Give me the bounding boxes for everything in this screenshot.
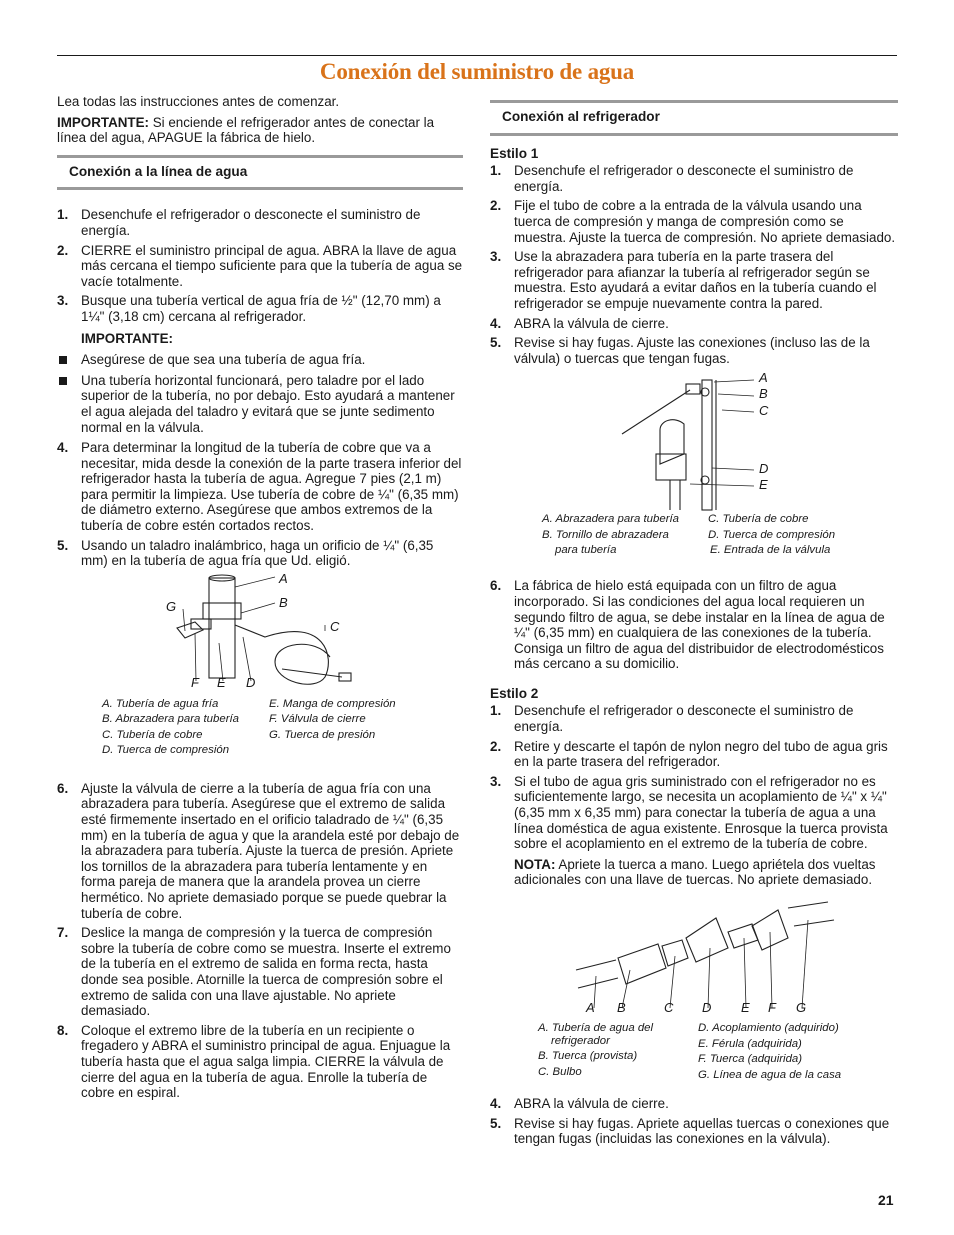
step-item	[57, 243, 463, 290]
step-text: CIERRE el suministro principal de agua. ABRA la llave de agua más cercana el tiempo suficiente para que la tubería de agua se vacíe totalmente.	[81, 242, 463, 289]
step-number: 5.	[490, 1115, 502, 1131]
figure3-label-c: C	[664, 1000, 674, 1015]
legend-item: D. Tuerca de compresión	[102, 744, 230, 757]
step-number: 6.	[57, 780, 69, 796]
intro-text: Lea todas las instrucciones antes de comenzar.	[57, 94, 340, 109]
figure1-label-f: F	[191, 674, 199, 690]
figure3-label-d: D	[702, 1000, 712, 1015]
legend-item: C. Tubería de cobre	[102, 728, 203, 741]
legend-item: A. Abrazadera para tubería	[542, 513, 679, 526]
style2-steps-end	[490, 1096, 898, 1147]
step-text: Fije el tubo de cobre a la entrada de la válvula usando una tuerca de compresión y manga de compresión como se muestra. Ajuste la tuerca de compresión. No apriete demasiado.	[514, 198, 896, 245]
step-text: ABRA la válvula de cierre.	[514, 1096, 669, 1111]
step-text: Busque una tubería vertical de agua fría de ½" (12,70 mm) a 1¼" (3,18 cm) cercana al refrigerador.	[81, 293, 441, 324]
step-number: 5.	[57, 537, 69, 553]
step-item	[490, 1096, 898, 1112]
legend-item: D. Tuerca de compresión	[708, 528, 836, 541]
figure1-legend-left	[102, 697, 267, 759]
step-item	[490, 739, 898, 770]
figure2-label-c: C	[759, 403, 769, 419]
bullet-item	[57, 373, 463, 435]
figure2-legend-right	[708, 512, 878, 559]
bullet-list	[57, 352, 463, 435]
figure-coupling	[490, 892, 898, 1092]
figure1-label-b: B	[279, 594, 288, 610]
step-text: Si el tubo de agua gris suministrado con el refrigerador no es suficientemente largo, se necesita un acoplamiento de ¼" x ¼" (6,35 mm x 6,35 mm) para conectar la tubería de agua a una línea doméstica de agua existente. Enrosque la tuerca provista sobre el acoplamiento en el extremo de la tubería de cobre.	[514, 773, 888, 852]
note-label: NOTA:	[514, 856, 556, 872]
legend-item: G. Línea de agua de la casa	[698, 1068, 842, 1081]
step-number: 7.	[57, 925, 69, 941]
figure2-label-a: A	[759, 370, 768, 386]
step-text: Desenchufe el refrigerador o desconecte el suministro de energía.	[514, 703, 854, 735]
step-number: 2.	[57, 242, 69, 258]
step-text: Usando un taladro inalámbrico, haga un orificio de ¼" (6,35 mm) en la tubería de agua fría que Ud. eligió.	[81, 537, 434, 569]
step-text: Coloque el extremo libre de la tubería en un recipiente o fregadero y ABRA el suministro principal de agua. Enjuague la tubería hasta que el agua salga limpia. CIERRE la válvula de cierre del agua en la tubería de agua. Enrolle la tubería de cobre en espiral.	[81, 1022, 451, 1101]
figure1-label-d: D	[246, 674, 256, 690]
step-item	[57, 440, 463, 534]
step-item	[490, 774, 898, 888]
step-number: 3.	[490, 773, 502, 789]
legend-item: C. Tubería de cobre	[708, 513, 809, 526]
step-item	[57, 781, 463, 921]
step-number: 2.	[490, 738, 502, 754]
step-text: Revise si hay fugas. Apriete aquellas tuercas o conexiones que tengan fugas (incluidas las conexiones en la válvula).	[514, 1115, 890, 1147]
steps-list-c	[57, 781, 463, 1101]
step-item	[57, 538, 463, 569]
step-text: Desenchufe el refrigerador o desconecte el suministro de energía.	[81, 207, 421, 238]
figure-valve-inlet	[490, 370, 898, 570]
step-item	[490, 703, 898, 734]
style1-heading: Estilo 1	[490, 145, 539, 161]
style1-step6	[490, 578, 898, 672]
step-number: 8.	[57, 1022, 69, 1038]
step-item	[490, 316, 898, 332]
steps-list-a	[57, 207, 463, 568]
figure2-legend-left	[542, 512, 707, 559]
step-item	[490, 578, 898, 672]
figure3-label-e: E	[741, 1000, 750, 1015]
figure1-label-g: G	[166, 598, 177, 614]
bullet-text: Asegúrese de que sea una tubería de agua fría.	[81, 352, 366, 368]
legend-item: para tubería	[555, 544, 617, 557]
figure3-legend-left	[538, 1021, 698, 1080]
step-number: 6.	[490, 578, 502, 594]
step-number: 4.	[57, 440, 69, 456]
legend-item: F. Válvula de cierre	[269, 713, 366, 726]
legend-item: A. Tubería de agua del	[538, 1022, 654, 1034]
intro-block	[57, 94, 463, 146]
legend-item: B. Tuerca (provista)	[538, 1050, 638, 1062]
coupling-illustration	[490, 892, 898, 1010]
figure1-label-a: A	[279, 570, 288, 586]
figure3-label-g: G	[796, 1000, 807, 1015]
step-number: 1.	[490, 703, 502, 719]
legend-item: G. Tuerca de presión	[269, 728, 376, 741]
note	[514, 857, 898, 888]
legend-item: D. Acoplamiento (adquirido)	[698, 1022, 839, 1034]
figure1-label-e: E	[217, 674, 226, 690]
step-text: ABRA la válvula de cierre.	[514, 315, 669, 331]
figure3-label-f: F	[768, 1000, 776, 1015]
legend-item: B. Tornillo de abrazadera	[542, 528, 669, 541]
style2-steps	[490, 703, 898, 888]
step-item	[490, 335, 898, 366]
section-heading-refrigerator: Conexión al refrigerador	[490, 100, 898, 136]
figure3-label-a: A	[586, 1000, 595, 1015]
bullet-square-icon	[59, 377, 67, 385]
legend-item: A. Tubería de agua fría	[102, 697, 219, 710]
important-label-2: IMPORTANTE:	[81, 330, 173, 346]
pipe-valve-illustration	[57, 570, 463, 713]
legend-item: E. Férula (adquirida)	[698, 1037, 802, 1050]
important-label: IMPORTANTE:	[57, 114, 149, 130]
legend-item: C. Bulbo	[538, 1065, 582, 1078]
step-number: 3.	[57, 293, 69, 309]
bullet-item	[57, 352, 463, 368]
important-note	[57, 115, 463, 146]
bullet-square-icon	[59, 356, 67, 364]
step-text: Ajuste la válvula de cierre a la tubería de agua fría con una abrazadera para tubería. Asegúrese que el extremo de salida esté firmemente insertado en el orificio taladrado de ¼" (6,35 mm) en la tubería de agua y que la arandela esté por debajo de la abrazadera para tubería. Ajuste la tuerca de presión. Apriete los tornillos de la abrazadera para tubería lentamente y en forma pareja de manera que la arandela provea un cierre hermético. No apriete demasiado porque se puede quebrar la tubería de cobre.	[81, 780, 460, 921]
legend-item: B. Abrazadera para tubería	[102, 713, 239, 726]
step-number: 1.	[57, 207, 69, 223]
style2-heading: Estilo 2	[490, 685, 539, 701]
step-text: Desenchufe el refrigerador o desconecte el suministro de energía.	[514, 163, 854, 194]
bullet-text: Una tubería horizontal funcionará, pero taladre por el lado superior de la tubería, no por debajo. Esto ayudará a mantener el agua alejada del taladro y evitará que se junte sedimento normal en la válvula.	[81, 372, 455, 435]
step-item	[490, 163, 898, 194]
step-number: 4.	[490, 315, 502, 331]
step-item	[490, 198, 898, 245]
legend-item: E. Entrada de la válvula	[710, 544, 831, 557]
step-number: 5.	[490, 335, 502, 351]
step-item	[57, 925, 463, 1019]
important-text: Si enciende el refrigerador antes de conectar la línea del agua, APAGUE la fábrica de hielo.	[57, 114, 435, 146]
right-column	[490, 94, 898, 1151]
figure-water-pipe-valve	[57, 570, 463, 773]
step-number: 2.	[490, 198, 502, 214]
top-rule	[57, 55, 897, 56]
figure3-legend-right	[698, 1021, 893, 1083]
figure2-label-e: E	[759, 477, 768, 493]
step-item	[57, 293, 463, 435]
legend-item: refrigerador	[551, 1034, 610, 1047]
page-title: Conexión del suministro de agua	[319, 59, 635, 84]
step-item	[490, 1116, 898, 1147]
figure2-label-d: D	[759, 461, 769, 477]
step-text: Revise si hay fugas. Ajuste las conexiones (incluso las de la válvula) o tuercas que tengan fugas.	[514, 335, 870, 366]
figure1-legend-right	[269, 697, 459, 744]
step-item	[57, 207, 463, 238]
left-column	[57, 94, 463, 1105]
step-text: Retire y descarte el tapón de nylon negro del tubo de agua gris en la parte trasera del refrigerador.	[514, 738, 888, 770]
step-text: La fábrica de hielo está equipada con un filtro de agua incorporado. Si las condiciones del agua local requieren un segundo filtro de agua, se debe instalar en la línea de agua de ¼" (6,35 mm) en cualquiera de las conexiones de la tubería. Consiga un filtro de agua del distribuidor de electrodomésticos más cercano a su domicilio.	[514, 578, 885, 672]
style1-steps	[490, 163, 898, 366]
figure2-label-b: B	[759, 386, 768, 402]
page-number: 21	[878, 1192, 894, 1208]
figure3-label-b: B	[617, 1000, 626, 1015]
legend-item: E. Manga de compresión	[269, 697, 396, 710]
step-text: Deslice la manga de compresión y la tuerca de compresión sobre la tubería de cobre como se muestra. Inserte el extremo de la tubería en el extremo de salida en forma recta, hasta donde sea posible. Atornille la tuerca de compresión sobre el extremo de salida con una llave ajustable. No apriete demasiado.	[81, 925, 451, 1019]
note-text: Apriete la tuerca a mano. Luego apriétela dos vueltas adicionales con una llave de tuercas. No apriete demasiado.	[514, 856, 876, 888]
step-number: 1.	[490, 163, 502, 179]
step-item	[57, 1023, 463, 1101]
figure1-label-c: C	[330, 618, 340, 634]
step-text: Use la abrazadera para tubería en la parte trasera del refrigerador para afianzar la tubería al refrigerador según se muestra. Esto ayudará a evitar daños en la tubería cuando el refrigerador se empuje nuevamente contra la pared.	[514, 249, 877, 311]
section-heading-water-line: Conexión a la línea de agua	[57, 155, 463, 191]
step-item	[490, 249, 898, 311]
legend-item: F. Tuerca (adquirida)	[698, 1053, 803, 1065]
step-number: 4.	[490, 1096, 502, 1111]
step-text: Para determinar la longitud de la tubería de cobre que va a necesitar, mida desde la conexión de la parte trasera inferior del refrigerador hasta la tubería de agua. Agregue 7 pies (2,1 m) para permitir la limpieza. Use tubería de cobre de ¼" (6,35 mm) de diámetro externo. Asegúrese que ambos extremos de la tubería de cobre estén cortados rectos.	[81, 440, 462, 534]
valve-inlet-illustration	[490, 370, 898, 520]
step-number: 3.	[490, 249, 502, 265]
